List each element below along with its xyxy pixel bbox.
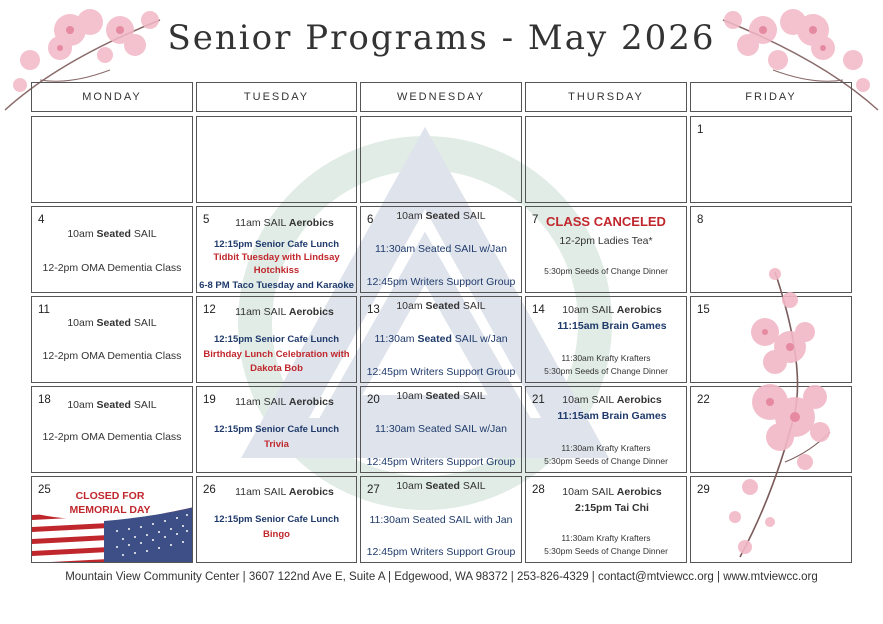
day-cell-7	[525, 206, 687, 293]
event-seeds-of-change: 5:30pm Seeds of Change Dinner	[544, 456, 668, 466]
event-sail-aerobics: 11am SAIL Aerobics	[235, 396, 334, 408]
day-number: 27	[367, 484, 380, 496]
event-bingo: Bingo	[263, 529, 290, 540]
day-cell-13	[360, 296, 522, 383]
day-cell-1	[690, 116, 852, 203]
day-cell-5	[196, 206, 357, 293]
event-seated-sail: 10am Seated SAIL	[67, 399, 157, 411]
day-number: 19	[203, 394, 216, 406]
event-oma-dementia: 12-2pm OMA Dementia Class	[42, 350, 182, 362]
event-seated-sail: 10am Seated SAIL	[67, 228, 157, 240]
event-tidbit-tuesday: Tidbit Tuesday with Lindsay	[213, 252, 340, 263]
event-senior-cafe: 12:15pm Senior Cafe Lunch	[213, 334, 340, 345]
day-number: 11	[38, 304, 50, 316]
day-cell-27	[360, 476, 522, 563]
event-birthday-lunch-2: Dakota Bob	[250, 363, 303, 374]
event-seeds-of-change: 5:30pm Seeds of Change Dinner	[544, 546, 668, 556]
event-oma-dementia: 12-2pm OMA Dementia Class	[42, 431, 182, 443]
page-title: Senior Programs - May 2026	[167, 18, 716, 58]
event-seated-sail: 10am Seated SAIL	[396, 390, 486, 402]
day-cell-19	[196, 386, 357, 473]
event-sail-aerobics: 11am SAIL Aerobics	[235, 486, 334, 498]
day-cell-26	[196, 476, 357, 563]
header-thursday: THURSDAY	[525, 82, 687, 112]
day-number: 28	[532, 484, 545, 496]
day-number: 13	[367, 304, 380, 316]
day-number: 21	[532, 394, 545, 406]
event-seeds-of-change: 5:30pm Seeds of Change Dinner	[544, 266, 668, 276]
event-tidbit-tuesday-2: Hotchkiss	[253, 265, 300, 276]
event-writers-group: 12:45pm Writers Support Group	[366, 456, 516, 468]
event-seeds-of-change: 5:30pm Seeds of Change Dinner	[544, 366, 668, 376]
day-number: 20	[367, 394, 380, 406]
event-sail-aerobics: 10am SAIL Aerobics	[562, 394, 662, 406]
event-writers-group: 12:45pm Writers Support Group	[366, 546, 516, 558]
day-number: 25	[38, 484, 51, 496]
event-brain-games: 11:15am Brain Games	[557, 320, 667, 332]
event-seated-sail: 10am Seated SAIL	[396, 210, 486, 222]
event-taco-tuesday: 6-8 PM Taco Tuesday and Karaoke	[199, 280, 354, 291]
event-krafty-krafters: 11:30am Krafty Krafters	[561, 443, 651, 453]
event-closed-memorial-day-2: MEMORIAL DAY	[69, 504, 151, 516]
event-ladies-tea: 12-2pm Ladies Tea*	[559, 235, 653, 247]
header-wednesday: WEDNESDAY	[360, 82, 522, 112]
day-number: 14	[532, 304, 545, 316]
event-writers-group: 12:45pm Writers Support Group	[366, 276, 516, 288]
event-seated-sail: 10am Seated SAIL	[396, 300, 486, 312]
event-senior-cafe: 12:15pm Senior Cafe Lunch	[213, 424, 340, 435]
day-number: 5	[203, 214, 210, 226]
day-cell-18	[31, 386, 193, 473]
event-birthday-lunch: Birthday Lunch Celebration with	[203, 349, 350, 360]
day-cell-14	[525, 296, 687, 383]
day-number: 18	[38, 394, 51, 406]
day-cell-empty	[196, 116, 357, 203]
day-number: 8	[697, 214, 704, 226]
day-number: 29	[697, 484, 710, 496]
event-sail-aerobics: 10am SAIL Aerobics	[562, 304, 662, 316]
event-writers-group: 12:45pm Writers Support Group	[366, 366, 516, 378]
day-cell-28	[525, 476, 687, 563]
event-seated-sail: 10am Seated SAIL	[67, 317, 157, 329]
event-sail-aerobics: 11am SAIL Aerobics	[235, 306, 334, 318]
day-number: 12	[203, 304, 216, 316]
day-cell-4	[31, 206, 193, 293]
event-seated-sail-jan: 11:30am Seated SAIL w/Jan	[375, 243, 507, 255]
day-cell-empty	[360, 116, 522, 203]
day-number: 4	[38, 214, 45, 226]
event-seated-sail-jan: 11:30am Seated SAIL w/Jan	[375, 423, 507, 435]
day-number: 1	[697, 124, 704, 136]
day-cell-20	[360, 386, 522, 473]
day-cell-empty	[31, 116, 193, 203]
day-cell-empty	[525, 116, 687, 203]
event-closed-memorial-day: CLOSED FOR	[75, 490, 145, 502]
day-number: 15	[697, 304, 710, 316]
footer-contact-info: Mountain View Community Center | 3607 122nd Ave E, Suite A | Edgewood, WA 98372 | 253-826-4329 | contact@mtviewcc.org | www.mtviewcc.org	[65, 571, 818, 583]
header-friday: FRIDAY	[690, 82, 852, 112]
event-class-canceled: CLASS CANCELED	[546, 214, 666, 229]
day-number: 22	[697, 394, 710, 406]
event-senior-cafe: 12:15pm Senior Cafe Lunch	[213, 239, 340, 250]
american-flag-icon	[32, 507, 193, 563]
event-sail-aerobics: 10am SAIL Aerobics	[562, 486, 662, 498]
day-cell-12	[196, 296, 357, 383]
day-cell-21	[525, 386, 687, 473]
day-cell-25	[31, 476, 193, 563]
day-cell-6	[360, 206, 522, 293]
day-number: 6	[367, 214, 374, 226]
event-krafty-krafters: 11:30am Krafty Krafters	[561, 533, 651, 543]
header-monday: MONDAY	[31, 82, 193, 112]
event-tai-chi: 2:15pm Tai Chi	[575, 502, 649, 514]
event-seated-sail-jan: 11:30am Seated SAIL with Jan	[369, 514, 513, 526]
cherry-blossom-branch-decoration	[715, 262, 845, 562]
day-number: 7	[532, 214, 539, 226]
event-krafty-krafters: 11:30am Krafty Krafters	[561, 353, 651, 363]
day-number: 26	[203, 484, 216, 496]
event-trivia: Trivia	[264, 439, 289, 450]
event-senior-cafe: 12:15pm Senior Cafe Lunch	[213, 514, 340, 525]
event-seated-sail: 10am Seated SAIL	[396, 480, 486, 492]
header-tuesday: TUESDAY	[196, 82, 357, 112]
event-brain-games: 11:15am Brain Games	[557, 410, 667, 422]
event-seated-sail-jan: 11:30am Seated SAIL w/Jan	[374, 333, 508, 345]
day-cell-11	[31, 296, 193, 383]
event-oma-dementia: 12-2pm OMA Dementia Class	[42, 262, 182, 274]
event-sail-aerobics: 11am SAIL Aerobics	[235, 217, 334, 229]
